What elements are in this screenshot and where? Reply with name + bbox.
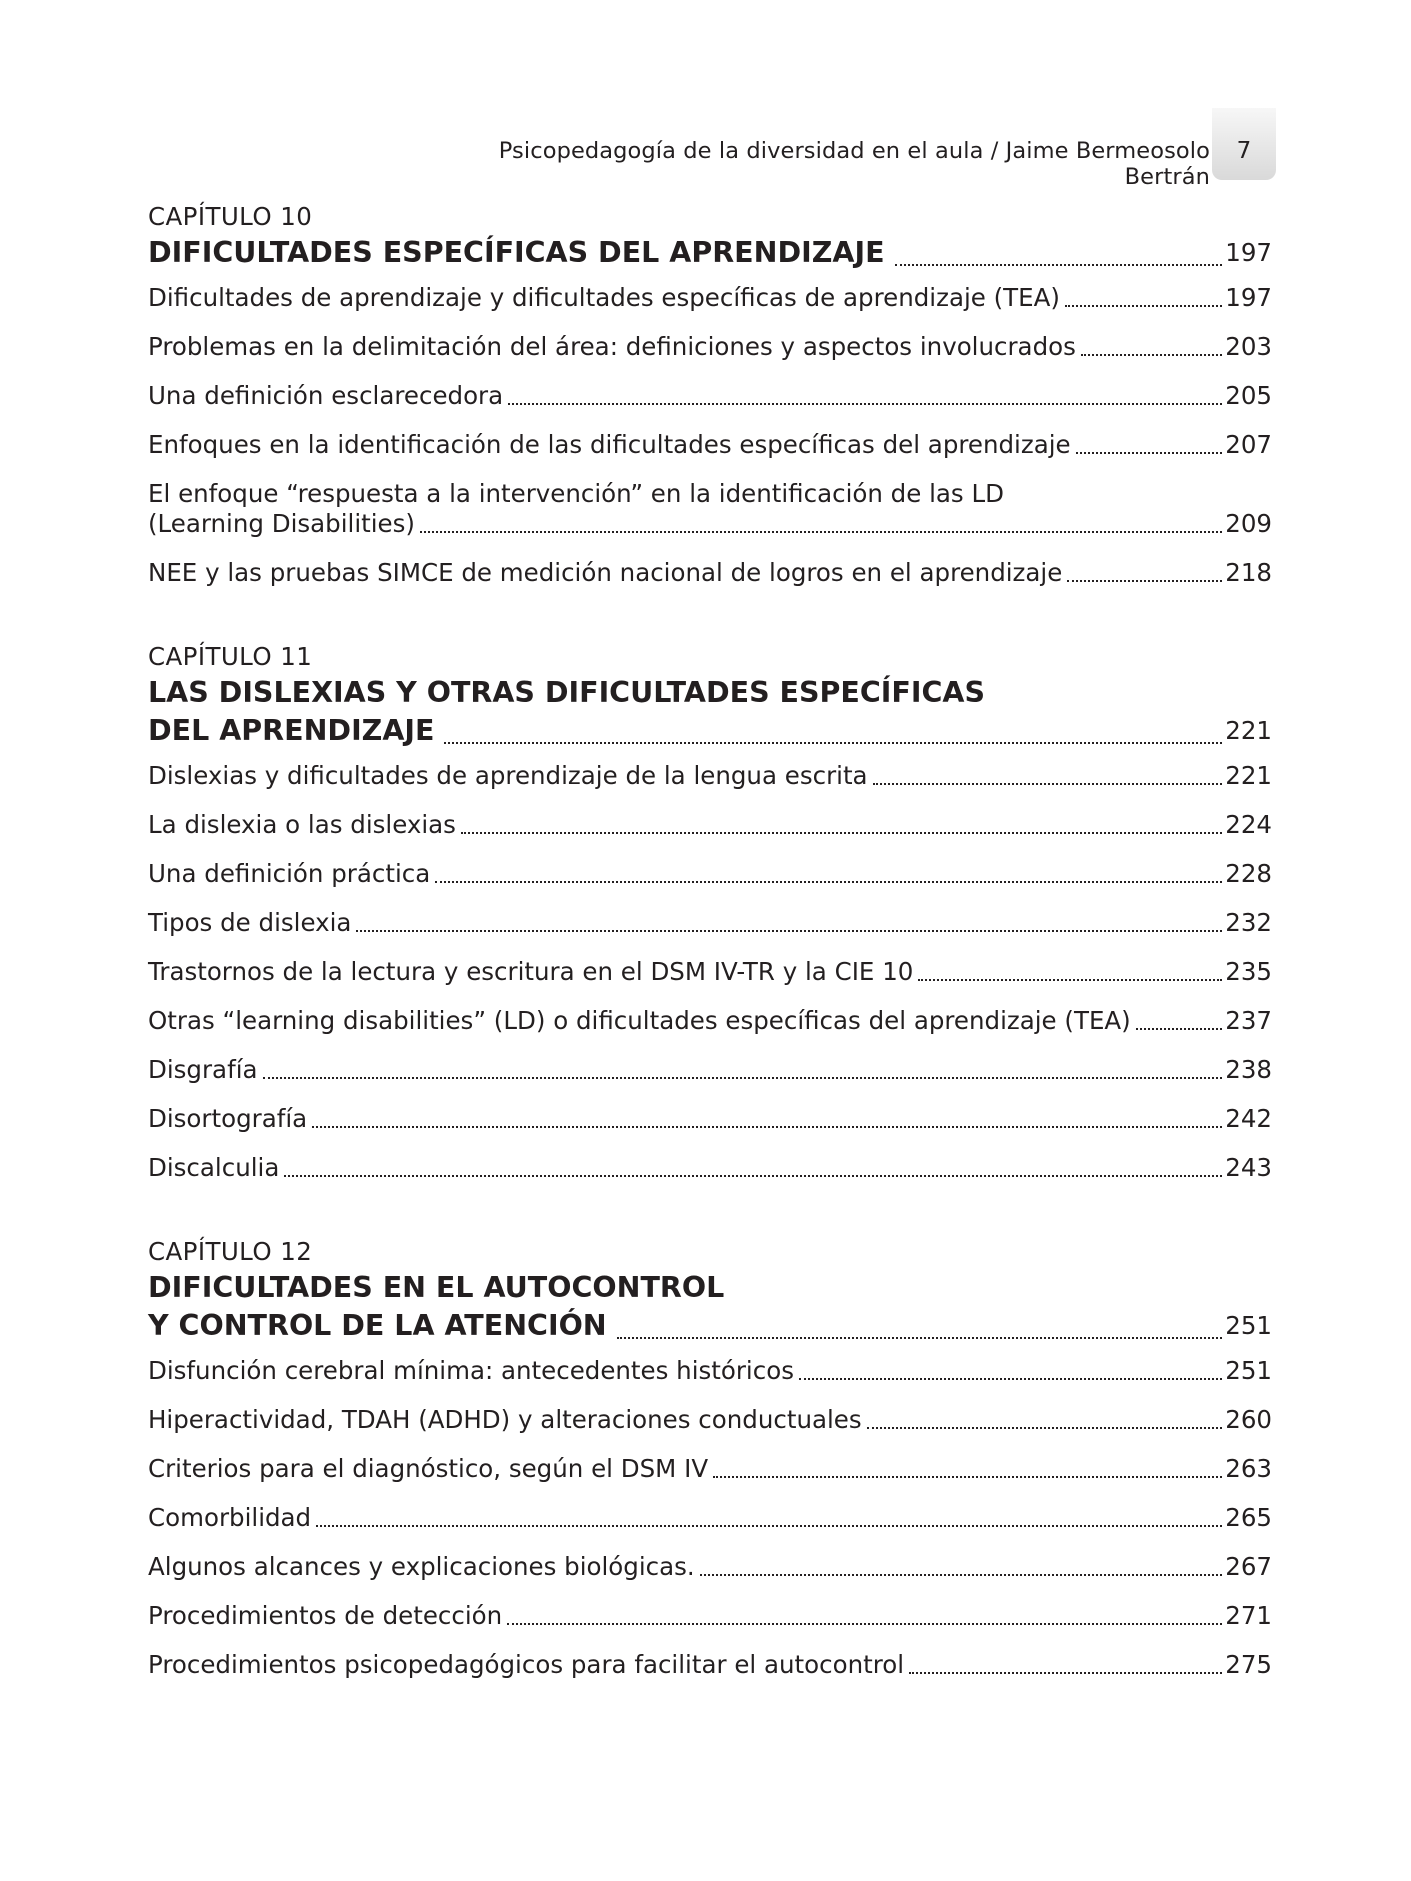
toc-entry [148, 810, 1272, 840]
chapter-title-row [148, 234, 1272, 272]
toc-entry [148, 1650, 1272, 1680]
toc-entry-page: 205 [1225, 381, 1272, 410]
chapter-page-number: 221 [1225, 716, 1272, 745]
dot-leader [284, 1175, 1222, 1177]
dot-leader [435, 881, 1222, 883]
table-of-contents [148, 200, 1272, 1732]
running-head: Psicopedagogía de la diversidad en el aula / Jaime Bermeosolo Bertrán [498, 138, 1210, 190]
toc-entry-text: NEE y las pruebas SIMCE de medición nacional de logros en el aprendizaje [148, 558, 1063, 587]
chapter-section [148, 200, 1272, 588]
page-number: 7 [1236, 138, 1252, 164]
dot-leader [1067, 580, 1222, 582]
toc-entry [148, 381, 1272, 411]
chapter-title-line: DEL APRENDIZAJE [148, 714, 435, 747]
toc-entry [148, 430, 1272, 460]
chapter-title-line: DIFICULTADES ESPECÍFICAS DEL APRENDIZAJE [148, 236, 885, 269]
chapter-title-row [148, 1307, 1272, 1345]
dot-leader [507, 1623, 1222, 1625]
chapter-title-line: Y CONTROL DE LA ATENCIÓN [148, 1309, 607, 1342]
toc-entry-text: Algunos alcances y explicaciones biológicas. [148, 1552, 695, 1581]
toc-entry [148, 509, 1272, 539]
chapter-section [148, 1235, 1272, 1680]
toc-entry [148, 859, 1272, 889]
toc-entry [148, 283, 1272, 313]
dot-leader [444, 742, 1222, 744]
toc-entry-text: Disfunción cerebral mínima: antecedentes históricos [148, 1356, 794, 1385]
toc-entry-text: Dislexias y dificultades de aprendizaje de la lengua escrita [148, 761, 868, 790]
toc-entry [148, 1104, 1272, 1134]
dot-leader [1076, 452, 1223, 454]
dot-leader [918, 979, 1222, 981]
toc-entry-page: 209 [1225, 509, 1272, 538]
dot-leader [909, 1672, 1222, 1674]
toc-entry-page: 237 [1225, 1006, 1272, 1035]
toc-entry [148, 1454, 1272, 1484]
toc-entry [148, 1503, 1272, 1533]
chapter-label: CAPÍTULO 10 [148, 202, 313, 231]
toc-entry-text: Procedimientos de detección [148, 1601, 503, 1630]
chapter-title-line: DIFICULTADES EN EL AUTOCONTROL [148, 1271, 725, 1304]
toc-entry-page: 218 [1225, 558, 1272, 587]
toc-entry-page: 260 [1225, 1405, 1272, 1434]
toc-entry-line: El enfoque “respuesta a la intervención” en la identificación de las LD [148, 479, 1004, 508]
toc-entry-text: Dificultades de aprendizaje y dificultades específicas de aprendizaje (TEA) [148, 283, 1060, 312]
toc-entry-page: 242 [1225, 1104, 1272, 1133]
toc-entry-page: 243 [1225, 1153, 1272, 1182]
toc-entry-page: 221 [1225, 761, 1272, 790]
chapter-page-number: 251 [1225, 1311, 1272, 1340]
chapter-page-number: 197 [1225, 238, 1272, 267]
toc-entry-text: Enfoques en la identificación de las dificultades específicas del aprendizaje [148, 430, 1071, 459]
toc-entry [148, 1601, 1272, 1631]
chapter-title-row [148, 712, 1272, 750]
toc-entry-text: Tipos de dislexia [148, 908, 352, 937]
dot-leader [700, 1574, 1223, 1576]
toc-entry-text: Problemas en la delimitación del área: definiciones y aspectos involucrados [148, 332, 1076, 361]
toc-entry [148, 1356, 1272, 1386]
page-number-tab [1212, 108, 1276, 180]
toc-entry [148, 1055, 1272, 1085]
toc-entry-page: 235 [1225, 957, 1272, 986]
toc-entry-page: 224 [1225, 810, 1272, 839]
dot-leader [356, 930, 1222, 932]
toc-entry-text: Una definición esclarecedora [148, 381, 504, 410]
toc-entry-page: 265 [1225, 1503, 1272, 1532]
toc-entry-text: Criterios para el diagnóstico, según el DSM IV [148, 1454, 709, 1483]
dot-leader [461, 832, 1222, 834]
dot-leader [895, 264, 1223, 266]
dot-leader [873, 783, 1223, 785]
toc-entry-text: Trastornos de la lectura y escritura en el DSM IV-TR y la CIE 10 [148, 957, 914, 986]
dot-leader [508, 403, 1222, 405]
toc-entry-text: (Learning Disabilities) [148, 509, 415, 538]
toc-entry-text: Hiperactividad, TDAH (ADHD) y alteraciones conductuales [148, 1405, 862, 1434]
dot-leader [1065, 305, 1222, 307]
chapter-section [148, 640, 1272, 1183]
toc-entry-text: Otras “learning disabilities” (LD) o dificultades específicas del aprendizaje (TEA) [148, 1006, 1131, 1035]
toc-entry [148, 1006, 1272, 1036]
chapter-title-line: LAS DISLEXIAS Y OTRAS DIFICULTADES ESPECÍFICAS [148, 676, 985, 709]
toc-entry [148, 1153, 1272, 1183]
toc-entry-page: 203 [1225, 332, 1272, 361]
dot-leader [1136, 1028, 1222, 1030]
toc-entry-text: Disortografía [148, 1104, 308, 1133]
chapter-label: CAPÍTULO 11 [148, 642, 313, 671]
toc-entry-page: 207 [1225, 430, 1272, 459]
toc-entry [148, 957, 1272, 987]
toc-entry-text: La dislexia o las dislexias [148, 810, 456, 839]
dot-leader [263, 1077, 1223, 1079]
toc-entry-page: 271 [1225, 1601, 1272, 1630]
toc-entry [148, 761, 1272, 791]
dot-leader [867, 1427, 1223, 1429]
toc-entry-text: Comorbilidad [148, 1503, 312, 1532]
dot-leader [316, 1525, 1222, 1527]
toc-entry-text: Discalculia [148, 1153, 280, 1182]
toc-entry [148, 1405, 1272, 1435]
dot-leader [1081, 354, 1222, 356]
toc-entry-text: Una definición práctica [148, 859, 431, 888]
dot-leader [617, 1337, 1223, 1339]
toc-entry-page: 251 [1225, 1356, 1272, 1385]
toc-entry-text: Procedimientos psicopedagógicos para facilitar el autocontrol [148, 1650, 905, 1679]
toc-entry-page: 267 [1225, 1552, 1272, 1581]
toc-entry [148, 1552, 1272, 1582]
toc-entry-page: 228 [1225, 859, 1272, 888]
dot-leader [713, 1476, 1222, 1478]
chapter-label: CAPÍTULO 12 [148, 1237, 313, 1266]
toc-entry-page: 263 [1225, 1454, 1272, 1483]
toc-entry [148, 332, 1272, 362]
toc-entry-page: 197 [1225, 283, 1272, 312]
toc-entry-text: Disgrafía [148, 1055, 258, 1084]
dot-leader [799, 1378, 1222, 1380]
toc-entry [148, 908, 1272, 938]
dot-leader [420, 531, 1222, 533]
toc-entry-page: 232 [1225, 908, 1272, 937]
dot-leader [312, 1126, 1222, 1128]
toc-entry-page: 275 [1225, 1650, 1272, 1679]
toc-entry-page: 238 [1225, 1055, 1272, 1084]
toc-entry [148, 558, 1272, 588]
